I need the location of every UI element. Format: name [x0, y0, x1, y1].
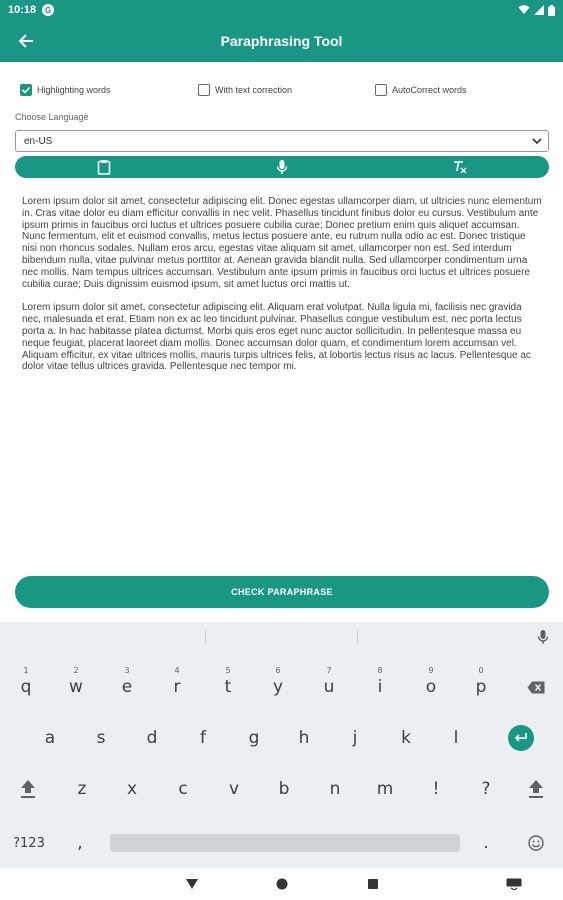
- key-w[interactable]: [56, 664, 96, 704]
- key-comma[interactable]: ,: [77, 833, 83, 853]
- emoji-key[interactable]: [516, 823, 556, 863]
- key-l[interactable]: l: [453, 728, 459, 748]
- home-circle-icon[interactable]: [274, 876, 290, 892]
- autocorrect-words-label: AutoCorrect words: [392, 85, 467, 95]
- battery-icon: [548, 5, 555, 16]
- option-autocorrect-words[interactable]: [375, 84, 467, 96]
- key-letter: p: [475, 677, 487, 697]
- shift-icon: [20, 779, 36, 799]
- suggestion-strip: [0, 622, 563, 652]
- check-paraphrase-button[interactable]: CHECK PARAPHRASE: [15, 576, 549, 608]
- navigation-bar: [0, 868, 563, 900]
- key-hint: 9: [428, 666, 434, 675]
- divider: [205, 630, 206, 644]
- key-y[interactable]: [258, 664, 298, 704]
- backspace-key[interactable]: [516, 664, 556, 704]
- key-d[interactable]: d: [146, 728, 158, 748]
- key-exclamation[interactable]: !: [432, 779, 440, 799]
- microphone-icon[interactable]: [271, 156, 293, 178]
- input-text-area[interactable]: [22, 196, 542, 385]
- option-text-correction[interactable]: [198, 84, 292, 96]
- microphone-icon[interactable]: [535, 629, 551, 645]
- status-bar: [0, 0, 563, 20]
- key-hint: 7: [326, 666, 332, 675]
- key-g[interactable]: g: [248, 728, 260, 748]
- key-letter: w: [69, 677, 83, 697]
- text-correction-label: With text correction: [215, 85, 293, 95]
- key-hint: 3: [124, 666, 130, 675]
- chevron-down-icon: [530, 134, 544, 148]
- key-letter: e: [121, 677, 133, 697]
- key-question[interactable]: ?: [481, 779, 491, 799]
- emoji-icon: [528, 835, 544, 851]
- clipboard-icon[interactable]: [93, 156, 115, 178]
- choose-language-label: Choose Language: [15, 112, 89, 122]
- key-letter: i: [377, 677, 383, 697]
- keyboard: [0, 622, 563, 868]
- language-select[interactable]: [15, 130, 549, 152]
- key-hint: 8: [377, 666, 383, 675]
- key-i[interactable]: [360, 664, 400, 704]
- key-hint: 4: [174, 666, 180, 675]
- status-time: 10:18: [8, 4, 37, 16]
- key-hint: 0: [478, 666, 484, 675]
- key-letter: o: [425, 677, 437, 697]
- enter-key[interactable]: [501, 718, 541, 758]
- divider: [357, 630, 358, 644]
- enter-icon: [508, 725, 534, 751]
- option-highlighting-words[interactable]: [20, 84, 111, 96]
- google-badge-icon: G: [42, 4, 54, 16]
- key-hint: 5: [225, 666, 231, 675]
- key-x[interactable]: x: [126, 779, 138, 799]
- highlighting-words-checkbox[interactable]: [20, 84, 32, 96]
- text-paragraph: Lorem ipsum dolor sit amet, consectetur adipiscing elit. Aliquam erat volutpat. Nulla ligula mi, facilisis nec gravida nec, malesuada et erat. Etiam non ex ac leo tincidunt pulvinar. Phasellus congue vestibulum est, nec porta lectus porta a. In hac habitasse platea dictumst. Morbi quis eros eget nunc auctor sollicitudin. In pellentesque massa eu neque feugiat, placerat laoreet diam mollis. Donec accumsan dolor quam, et condimentum lorem accumsan vel. Aliquam efficitur, ex vitae ultrices mollis, mauris turpis ultrices felis, at lobortis lectus risus ac lacus. Pellentesque ac dolor vitae tellus ultrices gravida. Pellentesque nec tempor mi.: [22, 302, 531, 373]
- keyboard-hide-icon[interactable]: [506, 876, 522, 892]
- key-v[interactable]: v: [228, 779, 240, 799]
- input-toolbar: [15, 156, 549, 178]
- shift-key-right[interactable]: [516, 769, 556, 809]
- key-letter: q: [20, 677, 32, 697]
- text-paragraph: Lorem ipsum dolor sit amet, consectetur adipiscing elit. Donec egestas ullamcorper diam, ut ultricies nunc elementum in. Cras vitae dolor eu diam efficitur convallis in nec velit. Phasellus tincidunt finibus dolor eu cursus. Vestibulum ante ipsum primis in faucibus orci luctus et ultrices posuere cubilia curae; Donec pretium enim quis aliquet accumsan. Nunc fermentum, elit et euismod convallis, metus lectus posuere ante, eu rutrum nulla odio ac est. Donec tristique nisi non rhoncus sodales. Nullam eros arcu, egestas vitae aliquam sit amet, ullamcorper non est. Sed interdum bibendum nulla, vitae pulvinar metus porttitor at. Aenean gravida blandit nulla. Sed ullamcorper condimentum urna nec mollis. Nam tempus ultrices accumsan. Vestibulum ante ipsum primis in faucibus orci luctus et ultrices posuere cubilia curae; Duis dignissim euismod ipsum, sit amet luctus orci mattis ut.: [22, 196, 542, 290]
- key-t[interactable]: [208, 664, 248, 704]
- key-hint: 1: [23, 666, 29, 675]
- arrow-back-icon[interactable]: [14, 29, 38, 53]
- signal-icon: [534, 5, 544, 15]
- key-h[interactable]: h: [298, 728, 310, 748]
- key-e[interactable]: [107, 664, 147, 704]
- text-correction-checkbox[interactable]: [198, 84, 210, 96]
- key-letter: y: [272, 677, 284, 697]
- options-row: [20, 84, 550, 104]
- key-a[interactable]: a: [44, 728, 56, 748]
- key-n[interactable]: n: [329, 779, 341, 799]
- key-hint: 6: [275, 666, 281, 675]
- key-u[interactable]: [309, 664, 349, 704]
- key-r[interactable]: [157, 664, 197, 704]
- key-m[interactable]: m: [376, 779, 394, 799]
- key-p[interactable]: [461, 664, 501, 704]
- back-triangle-icon[interactable]: [184, 876, 200, 892]
- key-hint: 2: [73, 666, 79, 675]
- key-letter: r: [173, 677, 181, 697]
- key-s[interactable]: s: [96, 728, 106, 748]
- key-o[interactable]: [411, 664, 451, 704]
- key-period[interactable]: .: [483, 833, 489, 853]
- language-value: en-US: [24, 135, 53, 147]
- clear-formatting-icon[interactable]: [449, 156, 471, 178]
- shift-key[interactable]: [8, 769, 48, 809]
- key-b[interactable]: b: [278, 779, 290, 799]
- spacebar[interactable]: [110, 834, 460, 852]
- key-k[interactable]: k: [401, 728, 411, 748]
- key-q[interactable]: [6, 664, 46, 704]
- symbols-key[interactable]: ?123: [13, 835, 45, 851]
- autocorrect-words-checkbox[interactable]: [375, 84, 387, 96]
- key-letter: t: [224, 677, 232, 697]
- highlighting-words-label: Highlighting words: [37, 85, 111, 95]
- key-z[interactable]: z: [77, 779, 87, 799]
- key-c[interactable]: c: [178, 779, 188, 799]
- shift-icon: [528, 779, 544, 799]
- wifi-icon: [518, 5, 530, 15]
- key-f[interactable]: f: [200, 728, 206, 748]
- recents-square-icon[interactable]: [365, 876, 381, 892]
- backspace-icon: [527, 681, 545, 694]
- key-j[interactable]: j: [352, 728, 358, 748]
- check-icon: [21, 85, 31, 95]
- key-letter: u: [323, 677, 335, 697]
- app-bar: [0, 20, 563, 62]
- page-title: Paraphrasing Tool: [220, 33, 343, 49]
